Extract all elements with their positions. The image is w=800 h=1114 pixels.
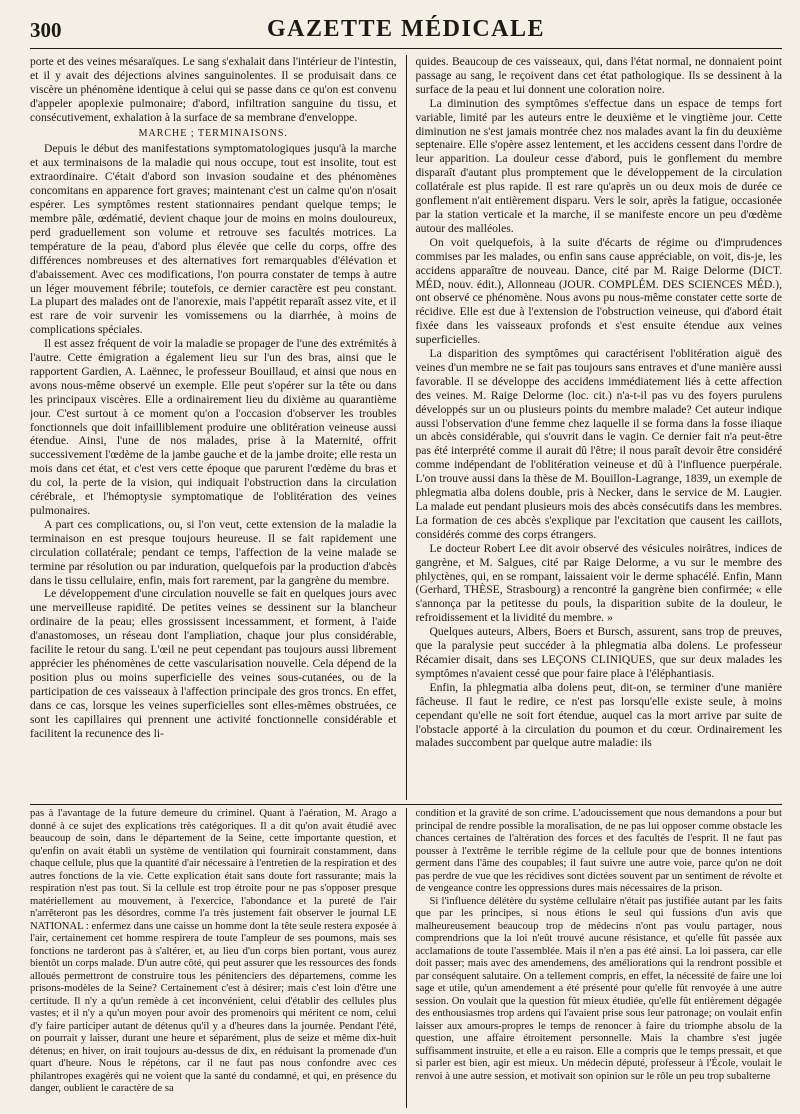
paragraph: pas à l'avantage de la future demeure du criminel. Quant à l'aération, M. Arago a donné à ce sujet des explications très catégoriques. Il a dit qu'on avait étudié avec beaucoup de soin, dans le département de la Seine, cette importante question, et qu'enfin on avait établi un système de ventilation qui fournirait constamment, dans chaque cellule, plus que la quantité d'air nécessaire à l'entretien de la respiration et des autres fonctions de la vie. Cette explication était sans doute fort rassurante; mais la respiration n'est pas tout. Si la cellule est trop étroite pour ne pas s'opposer presque matériellement au mouvement, à l'exercice, l'abondance et la pureté de l'air n'arrêteront pas les désordres, comme l'a très justement fait observer le journal LE NATIONAL : enfermez dans une caisse un homme dont la tête seule restera exposée à l'air, certainement cet homme respirera de toute l'ampleur de ses poumons, mais ses fonctions ne tarderont pas à s'altérer, et, au lieu d'un corps bien portant, vous aurez bientôt un corps malade. D'un autre côté, qui peut assurer que les ressources des fonds alloués permettront de construire tous les pénitenciers des départemens, comme les prisons-modèles de la Seine? Certainement c'est à désirer; mais c'est loin d'être une certitude. Il n'y a qu'un remède à cet inconvénient, celui d'établir des cellules plus vastes; et il n'y a qu'un moyen pour avoir des promenoirs qui méritent ce nom, celui d'y faire participer autant de détenus qu'il y a d'heures dans la journée. Pendant l'été, on pourrait y laisser, durant une heure et séparément, plus de seize et même dix-huit détenus; en hiver, on irait toujours au-dessus de dix, en réduisant la promenade d'un quart d'heure. Nous le répétons, car il ne faut pas nous confondre avec ces philantropes exagérés qui ne voient que la santé du condamné, et qui, en présence du danger, oublient le caractère de sa <box>30 808 397 1094</box>
paragraph: La diminution des symptômes s'effectue dans un espace de temps fort variable, limité par les auteurs entre le deuxième et le vingtième jour. Cette diminution ne s'est jamais montrée chez nos malades avant la fin du deuxième septenaire. Elle s'opère assez lentement, et les accidens cessent dans l'ordre de leur apparition. La douleur cesse d'abord, puis le gonflement du membre disparaît d'autant plus promptement que le développement de la circulation collatérale est plus rapide. Il est rare qu'après un ou deux mois de durée ce gonflement n'ait entièrement disparu. Vers le soir, après la fatigue, occasionée par la station verticale et la marche, il se manifeste encore un peu d'œdème autour des malléoles. <box>415 96 782 235</box>
paragraph: Le docteur Robert Lee dit avoir observé des vésicules noirâtres, indices de gangrène, et M. Salgues, cité par Raige Delorme, a vu sur le membre des phlyctènes, qui, en se rompant, laissaient voir le derme sphacélé. Enfin, Mann (Gerhard, THÈSE, Strasbourg) a rencontré la gangrène bien confirmée; « elle s'annonça par la petitesse du pouls, la disparition subite de la douleur, le refroidissement et la lividité du membre. » <box>415 541 782 625</box>
paragraph: Si l'influence délétère du système cellulaire n'était pas justifiée autant par les faits que par les principes, si nous étions le seul qui fussions d'un avis que malheureusement beaucoup trop de médecins n'ont pas voulu partager, nous comprendrions que la loi n'eût trouvé aucune résistance, et qu'elle fût passée aux acclamations de toute l'assemblée. Mais il n'en a pas été ainsi. La loi passera, car elle doit passer; mais avec des amendemens, des améliorations qui la rendront possible et par conséquent salutaire. On a tellement compris, en effet, la nécessité de faire une loi sage et utile, qu'un amendement a été présenté pour qu'elle fût renvoyée à une autre session. On voulait que la question fût mieux étudiée, qu'elle fût entièrement dégagée des enthousiasmes trop ardens qui l'avaient prise sous leur patronage; on voulait enfin laisser aux amours-propres le temps de renoncer à faire du triomphe absolu de la question, une affaire étroitement personnelle. Mais la chambre s'est jugée suffisamment instruite, et elle a eu raison. Elle a compris que le temps pressait, et que si parler est bien, agir est mieux. Un médecin député, professeur à l'École, voulait le renvoi à une autre session, et motivait son opinion sur le rôle un peu trop subalterne <box>415 895 782 1082</box>
paragraph: A part ces complications, ou, si l'on veut, cette extension de la maladie la terminaison en est presque toujours heureuse. Il se fait rapidement une circulation collatérale; pendant ce temps, l'affection de la veine malade se termine par résolution ou par induration, quelquefois par la production d'abcès dans le tissu cellulaire, enfin, mais fort rarement, par la gangrène du membre. <box>30 517 397 587</box>
paragraph: Enfin, la phlegmatia alba dolens peut, dit-on, se terminer d'une manière fâcheuse. Il faut le redire, ce n'est pas lorsqu'elle existe seule, à moins cependant qu'elle ne soit fort étendue, auquel cas la mort arrive par suite de l'obstacle apporté à la circulation du poumon et du cœur. Ordinairement les malades succombent par quelque autre maladie: ils <box>415 680 782 750</box>
feuilleton <box>30 808 782 1108</box>
feuilleton-right-column <box>406 808 783 1108</box>
paragraph: On voit quelquefois, à la suite d'écarts de régime ou d'imprudences commises par les malades, ou enfin sans cause appréciable, on voit, dis-je, les accidens apparaître de nouveau. Dance, cité par M. Raige Delorme (DICT. MÉD, nouv. édit.), Allonneau (JOUR. COMPLÉM. DES SCIENCES MÉD.), ont observé ce phénomène. Nous avons pu nous-même constater cette sorte de récidive. Elle est due à l'extension de l'obstruction veineuse, qui d'abord était fixée dans les vaisseaux profonds et s'est ensuite étendue aux veines superficielles. <box>415 235 782 347</box>
journal-title: GAZETTE MÉDICALE <box>266 16 546 42</box>
paragraph: Il est assez fréquent de voir la maladie se propager de l'une des extrémités à l'autre. Cette émigration a également lieu sur l'un des bras, ainsi que le rapportent Gardien, A. Laënnec, le professeur Bouillaud, et ainsi que nous en avons nous-même observé un exemple. Elle peut s'opérer sur la tête ou dans les principaux viscères. Elle a ordinairement lieu du dixième au quarantième jour. C'est surtout à ce moment qu'on a l'occasion d'observer les troubles fonctionnels que doit infailliblement produire une oblitération veineuse aussi étendue. Ainsi, l'une de nos malades, prise à la Maternité, offrit successivement l'œdème de la jambe gauche et de la jambe droite; elle resta un mois dans cet état, et c'est vers cette époque que parurent l'œdème du bras et du col, la perte de la vision, qui indiquait l'obstruction dans la circulation cérébrale, et l'hémoptysie symptomatique de l'oblitération des veines pulmonaires. <box>30 337 397 517</box>
paragraph: quides. Beaucoup de ces vaisseaux, qui, dans l'état normal, ne donnaient point passage au sang, le reçoivent dans cet état pathologique. Ils se dessinent à la surface de la peau et lui donnent une coloration noire. <box>415 55 782 96</box>
right-column <box>406 55 783 800</box>
page-number: 300 <box>30 18 62 42</box>
article-body <box>30 55 782 800</box>
paragraph: Quelques auteurs, Albers, Boers et Bursch, assurent, sans trop de preuves, que la paralysie peut succéder à la phlegmatia alba dolens. Le professeur Récamier disait, dans ses LEÇONS CLINIQUES, que sur deux malades les symptômes n'avaient cessé que pour faire place à l'éléphantiasis. <box>415 625 782 680</box>
feuilleton-left-column <box>30 808 406 1108</box>
section-heading: MARCHE ; TERMINAISONS. <box>138 127 288 139</box>
feuilleton-divider <box>30 804 782 805</box>
paragraph: La disparition des symptômes qui caractérisent l'oblitération aiguë des veines d'un membre ne se fait pas toujours sans entraves et d'une manière aussi favorable. Il se développe des accidens immédiatement liés à cette affection des veines. M. Raige Delorme (loc. cit.) n'a-t-il pas vu des foyers purulens développés sur un ou plusieurs points du membre malade? Cet auteur indique aussi l'observation d'une femme chez laquelle il se forma dans la fosse iliaque un abcès considérable, qui s'ouvrit dans le vagin. Ce dernier fait n'a peut-être pas été interprété comme il aurait dû l'être; il nous paraît devoir être considéré comme indépendant de l'oblitération veineuse et dû à l'influence puerpérale. L'on trouve aussi dans la thèse de M. Bouillon-Lagrange, 1839, un exemple de phlegmatia alba dolens double, pris à Necker, dans le service de M. Laugier. La malade eut pendant plusieurs mois des abcès consécutifs dans les membres. La formation de ces abcès s'explique par l'excitation que causent les caillots, considérés comme des corps étrangers. <box>415 347 782 541</box>
left-column <box>30 55 406 800</box>
paragraph: Le développement d'une circulation nouvelle se fait en quelques jours avec une merveilleuse rapidité. De petites veines se dessinent sur la blancheur ordinaire de la peau; elles grossissent incessamment, et forment, à l'aide d'anastomoses, un réseau dont l'ampliation, chaque jour plus considérable, facilite le retour du sang. L'œil ne peut cependant pas toujours aussi librement apprécier les phénomènes de cette vascularisation nouvelle. Cela dépend de la position plus ou moins superficielle des veines sous-cutanées, ou de la participation de ces vaisseaux à l'affection principale des gros troncs. En effet, dans ce cas, lorsque les veines superficielles sont elles-mêmes obstruées, ce sont les capillaires qui prennent une activité fonctionnelle considérable et facilitent la recunence des li- <box>30 587 397 740</box>
paragraph: condition et la gravité de son crime. L'adoucissement que nous demandons a pour but principal de rendre possible la moralisation, de ne pas lui opposer comme obstacle les chances certaines de l'altération des forces et des facultés de l'esprit. Il ne faut pas pousser à l'extrême le terrible régime de la cellule pour que de bonnes intentions germent dans l'âme des coupables; il faut suivre une autre voie, parce qu'on ne doit pas perdre de vue que les récidives sont dictées souvent par un sentiment de révolte et de vengeance contre les oppressions dures mais nécessaires de la prison. <box>415 808 782 894</box>
paragraph: porte et des veines mésaraïques. Le sang s'exhalait dans l'intérieur de l'intestin, et il y avait des déjections alvines sanguinolentes. Il se produisait dans ce viscère un phénomène identique à celui qui se passe dans ce qu'on est convenu d'appeler apoplexie pulmonaire; d'abord, infiltration sanguine du tissu, et consécutivement, exhalation à la surface de sa membrane d'enveloppe. <box>30 55 397 124</box>
paragraph: Depuis le début des manifestations symptomatologiques jusqu'à la marche et aux terminaisons de la maladie qui nous occupe, tout est insolite, tout est extraordinaire. C'était d'abord son invasion soudaine et des phénomènes concomitans en apparence fort graves; maintenant c'est un calme qu'on n'osait espérer. Les symptômes restent stationnaires pendant quelque temps; le membre pâle, œdématié, devient chaque jour de moins en moins douloureux, perd graduellement son volume et retrouve ses facultés motrices. La température de la peau, d'abord plus élevée que celle du corps, offre des différences nombreuses et des alternatives fort remarquables d'élévation et d'abaissement. Avec ces modifications, l'on pourra constater de temps à autre un léger mouvement fébrile; toutefois, ce dernier caractère est peu constant. La plupart des malades ont de l'anorexie, mais l'appétit reparaît assez vite, et il est rare de voir survenir les vomissemens ou la diarrhée, à moins de complications spéciales. <box>30 142 397 337</box>
page-header <box>30 14 782 49</box>
